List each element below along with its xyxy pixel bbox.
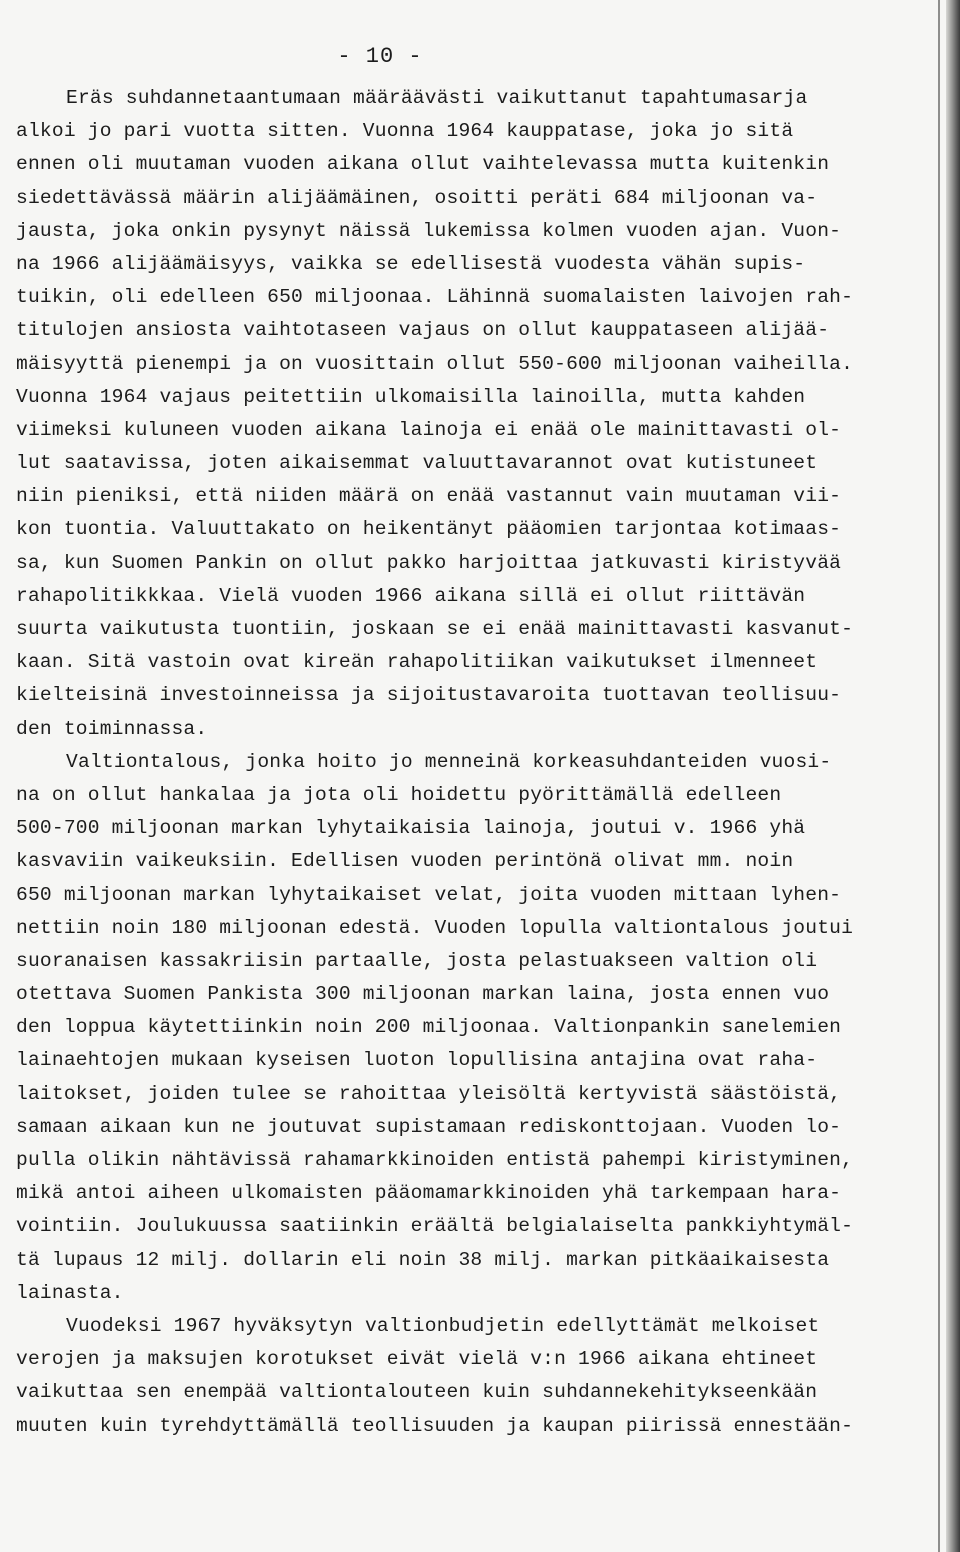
text-line: muuten kuin tyrehdyttämällä teollisuuden ja kaupan piirissä ennestään-	[16, 1414, 854, 1437]
text-line: kaan. Sitä vastoin ovat kireän rahapolitiikan vaikutukset ilmenneet	[16, 651, 818, 674]
text-line: viimeksi kuluneen vuoden aikana lainoja ei enää ole mainittavasti ol-	[16, 418, 842, 441]
text-line: otettava Suomen Pankista 300 miljoonan markan laina, josta ennen vuo	[16, 983, 830, 1006]
text-line: vaikuttaa sen enempää valtiontalouteen kuin suhdannekehitykseenkään	[16, 1381, 818, 1404]
text-line: niin pieniksi, että niiden määrä on enää vastannut vain muutaman vii-	[16, 485, 842, 508]
text-line: lainaehtojen mukaan kyseisen luoton lopullisina antajina ovat raha-	[16, 1049, 818, 1072]
text-line: lut saatavissa, joten aikaisemmat valuuttavarannot ovat kutistuneet	[16, 452, 818, 475]
text-line: 650 miljoonan markan lyhytaikaiset velat, joita vuoden mittaan lyhen-	[16, 883, 842, 906]
text-line: verojen ja maksujen korotukset eivät vielä v:n 1966 aikana ehtineet	[16, 1348, 818, 1371]
text-line: Eräs suhdannetaantumaan määräävästi vaikuttanut tapahtumasarja	[66, 87, 808, 109]
body-text	[16, 82, 876, 1443]
text-line: tuikin, oli edelleen 650 miljoonaa. Lähinnä suomalaisten laivojen rah-	[16, 286, 854, 309]
text-line: kon tuontia. Valuuttakato on heikentänyt pääomien tarjontaa kotimaas-	[16, 518, 842, 541]
text-line: nettiin noin 180 miljoonan edestä. Vuoden lopulla valtiontalous joutui	[16, 916, 854, 939]
text-line: laitokset, joiden tulee se rahoittaa yleisöltä kertyvistä säästöistä,	[16, 1082, 842, 1105]
text-line: mikä antoi aiheen ulkomaisten pääomamarkkinoiden yhä tarkempaan hara-	[16, 1182, 842, 1205]
text-line: siedettävässä määrin alijäämäinen, osoitti peräti 684 miljoonan va-	[16, 186, 818, 209]
text-line: alkoi jo pari vuotta sitten. Vuonna 1964 kauppatase, joka jo sitä	[16, 120, 794, 143]
text-line: 500-700 miljoonan markan lyhytaikaisia lainoja, joutui v. 1966 yhä	[16, 817, 806, 840]
text-line: samaan aikaan kun ne joutuvat supistamaan rediskonttojaan. Vuoden lo-	[16, 1115, 842, 1138]
text-line: vointiin. Joulukuussa saatiinkin eräältä belgialaiselta pankkiyhtymäl-	[16, 1215, 854, 1238]
text-line: Vuonna 1964 vajaus peitettiin ulkomaisilla lainoilla, mutta kahden	[16, 385, 806, 408]
text-line: suurta vaikutusta tuontiin, joskaan se ei enää mainittavasti kasvanut-	[16, 618, 854, 640]
text-line: ennen oli muutaman vuoden aikana ollut vaihtelevassa mutta kuitenkin	[16, 153, 830, 176]
text-line: rahapolitikkkaa. Vielä vuoden 1966 aikana sillä ei ollut riittävän	[16, 584, 806, 607]
page-number: - 10 -	[337, 44, 423, 69]
text-line: den loppua käytettiinkin noin 200 miljoonaa. Valtionpankin sanelemien	[16, 1016, 842, 1039]
scan-border-line	[938, 0, 940, 1552]
text-line: tä lupaus 12 milj. dollarin eli noin 38 milj. markan pitkäaikaisesta	[16, 1248, 830, 1271]
text-line: den toiminnassa.	[16, 717, 208, 740]
text-line: lainasta.	[16, 1281, 124, 1304]
scan-border-shadow	[946, 0, 960, 1552]
text-line: jausta, joka onkin pysynyt näissä lukemissa kolmen vuoden ajan. Vuon-	[16, 219, 842, 242]
text-line: sa, kun Suomen Pankin on ollut pakko harjoittaa jatkuvasti kiristyvää	[16, 551, 842, 574]
text-line: suoranaisen kassakriisin partaalle, josta pelastuakseen valtion oli	[16, 949, 818, 972]
text-line: titulojen ansiosta vaihtotaseen vajaus on ollut kauppataseen alijää-	[16, 319, 830, 342]
text-line: na 1966 alijäämäisyys, vaikka se edellisestä vuodesta vähän supis-	[16, 252, 806, 275]
text-line: Valtiontalous, jonka hoito jo menneinä korkeasuhdanteiden vuosi-	[66, 750, 832, 773]
text-line: Vuodeksi 1967 hyväksytyn valtionbudjetin edellyttämät melkoiset	[66, 1314, 820, 1337]
text-line: mäisyyttä pienempi ja on vuosittain ollut 550-600 miljoonan vaiheilla.	[16, 352, 854, 375]
text-line: na on ollut hankalaa ja jota oli hoidettu pyörittämällä edelleen	[16, 783, 782, 806]
text-line: kielteisinä investoinneissa ja sijoitustavaroita tuottavan teollisuu-	[16, 684, 842, 707]
text-line: pulla olikin nähtävissä rahamarkkinoiden entistä pahempi kiristyminen,	[16, 1149, 854, 1171]
text-line: kasvaviin vaikeuksiin. Edellisen vuoden perintönä olivat mm. noin	[16, 850, 794, 873]
